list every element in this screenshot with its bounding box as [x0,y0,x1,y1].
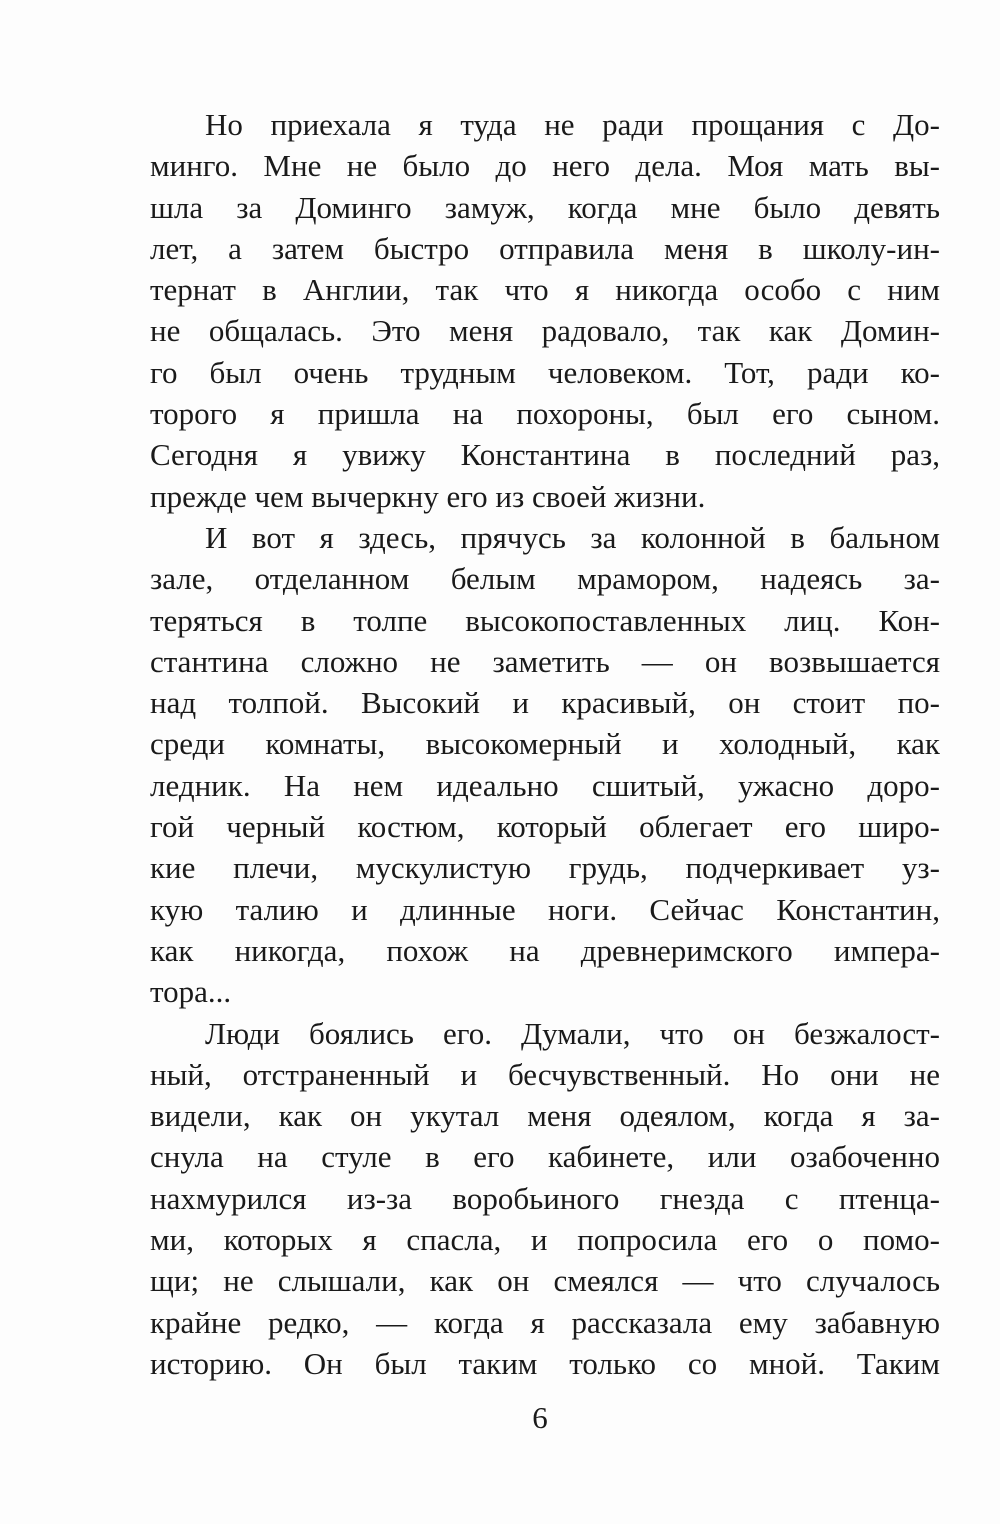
text-line: снула на стуле в его кабинете, или озабоченно [150,1139,940,1175]
text-line: прежде чем вычеркну его из своей жизни. [150,478,706,514]
text-line: щи; не слышали, как он смеялся — что случалось [150,1263,940,1299]
text-line: крайне редко, — когда я рассказала ему забавную [150,1304,940,1340]
text-line: минго. Мне не было до него дела. Моя мать вы- [150,148,940,184]
text-line: ми, которых я спасла, и попросила его о помо- [150,1222,940,1258]
text-line: теряться в толпе высокопоставленных лиц. Кон- [150,602,940,638]
text-line: стантина сложно не заметить — он возвышается [150,643,940,679]
page-number: 6 [532,1400,548,1435]
text-line: как никогда, похож на древнеримского импера- [150,932,940,968]
text-line: над толпой. Высокий и красивый, он стоит по- [150,685,940,721]
text-line: торого я пришла на похороны, был его сыном. [150,396,940,432]
text-line: среди комнаты, высокомерный и холодный, как [150,726,940,762]
body-text [150,104,940,1384]
text-line: И вот я здесь, прячусь за колонной в бальном [205,519,940,555]
text-line: ледник. На нем идеально сшитый, ужасно доро- [150,767,940,803]
text-line: кие плечи, мускулистую грудь, подчеркивает уз- [150,850,940,886]
text-line: шла за Доминго замуж, когда мне было девять [150,189,940,225]
text-line: нахмурился из-за воробьиного гнезда с птенца- [150,1180,940,1216]
text-line: Люди боялись его. Думали, что он безжалост- [205,1015,940,1051]
text-line: лет, а затем быстро отправила меня в школу-ин- [150,230,940,266]
text-line: зале, отделанном белым мрамором, надеясь за- [150,561,940,597]
text-line: тора... [150,974,232,1010]
text-line: не общалась. Это меня радовало, так как Домин- [150,313,940,349]
text-line: Но приехала я туда не ради прощания с До- [205,107,940,142]
paragraph [150,1013,940,1385]
text-line: Сегодня я увижу Константина в последний раз, [150,437,940,473]
text-line: тернат в Англии, так что я никогда особо с ним [150,272,940,308]
paragraph [150,104,940,517]
text-line: го был очень трудным человеком. Тот, ради ко- [150,354,940,390]
text-line: видели, как он укутал меня одеялом, когда я за- [150,1098,940,1134]
text-line: кую талию и длинные ноги. Сейчас Константин, [150,891,940,927]
text-line: ный, отстраненный и бесчувственный. Но они не [150,1056,940,1092]
text-line: историю. Он был таким только со мной. Таким [150,1345,940,1381]
paragraph [150,517,940,1013]
text-line: гой черный костюм, который облегает его широ- [150,809,940,845]
